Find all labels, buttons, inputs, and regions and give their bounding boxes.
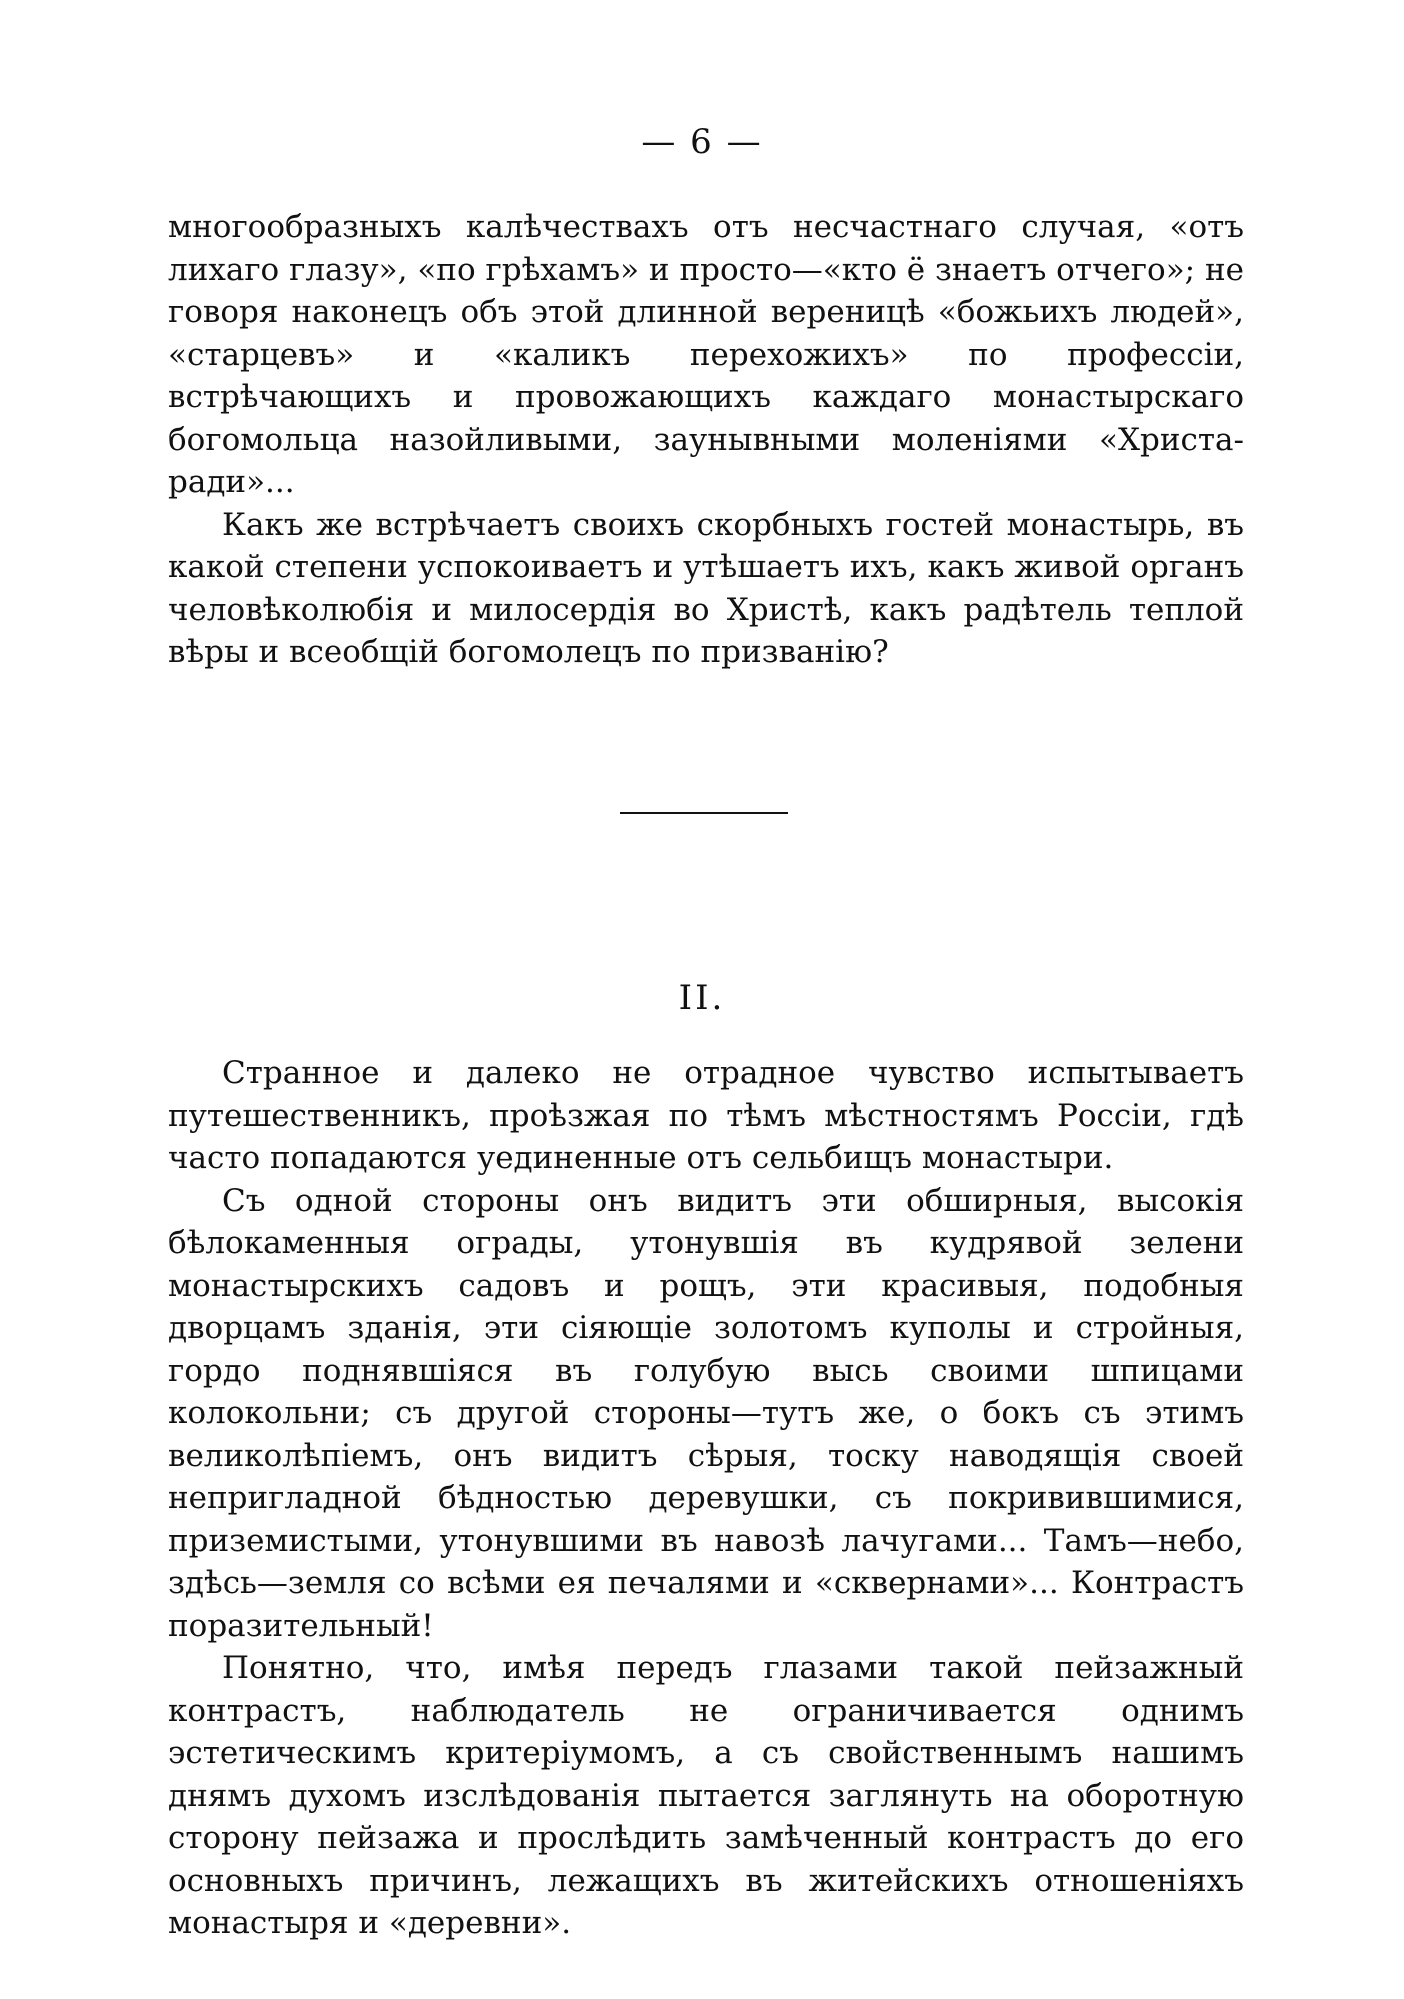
section-divider [620,812,788,814]
paragraph: Понятно, что, имѣя передъ глазами такой пейзажный контрастъ, наблюдатель не ограничивается однимъ эстетическимъ критеріумомъ, а съ свойственнымъ нашимъ днямъ духомъ изслѣдованія пытается заглянуть на оборотную сторону пейзажа и прослѣдить замѣченный контрастъ до его основныхъ причинъ, лежащихъ въ житейскихъ отношеніяхъ монастыря и «деревни». [168,1650,1244,1941]
text-block-bottom [168,1052,1244,1945]
page-number: — 6 — [641,122,763,162]
paragraph-continued: многообразныхъ калѣчествахъ отъ несчастнаго случая, «отъ лихаго глазу», «по грѣхамъ» и просто—«кто ё знаетъ отчего»; не говоря наконецъ объ этой длинной вереницѣ «божьихъ людей», «старцевъ» и «каликъ перехожихъ» по профессіи, встрѣчающихъ и провожающихъ каждаго монастырскаго богомольца назойливыми, заунывными моленіями «Христа-ради»... [168,209,1244,500]
paragraph: Какъ же встрѣчаетъ своихъ скорбныхъ гостей монастырь, въ какой степени успокоиваетъ и утѣшаетъ ихъ, какъ живой органъ человѣколюбія и милосердія во Христѣ, какъ радѣтель теплой вѣры и всеобщій богомолецъ по призванію? [168,506,1244,670]
section-heading: II. [678,978,726,1018]
paragraph: Съ одной стороны онъ видитъ эти обширныя, высокія бѣлокаменныя ограды, утонувшія въ кудрявой зелени монастырскихъ садовъ и рощъ, эти красивыя, подобныя дворцамъ зданія, эти сіяющіе золотомъ куполы и стройныя, гордо поднявшіяся въ голубую высь своими шпицами колокольни; съ другой стороны—тутъ же, о бокъ съ этимъ великолѣпіемъ, онъ видитъ сѣрыя, тоску наводящія своей непригладной бѣдностью деревушки, съ покривившимися, приземистыми, утонувшими въ навозѣ лачугами... Тамъ—небо, здѣсь—земля со всѣми ея печалями и «сквернами»... Контрастъ поразительный! [168,1182,1244,1644]
paragraph: Странное и далеко не отрадное чувство испытываетъ путешественникъ, проѣзжая по тѣмъ мѣстностямъ Россіи, гдѣ часто попадаются уединенные отъ сельбищъ монастыри. [168,1055,1244,1176]
text-block-top [168,206,1244,674]
